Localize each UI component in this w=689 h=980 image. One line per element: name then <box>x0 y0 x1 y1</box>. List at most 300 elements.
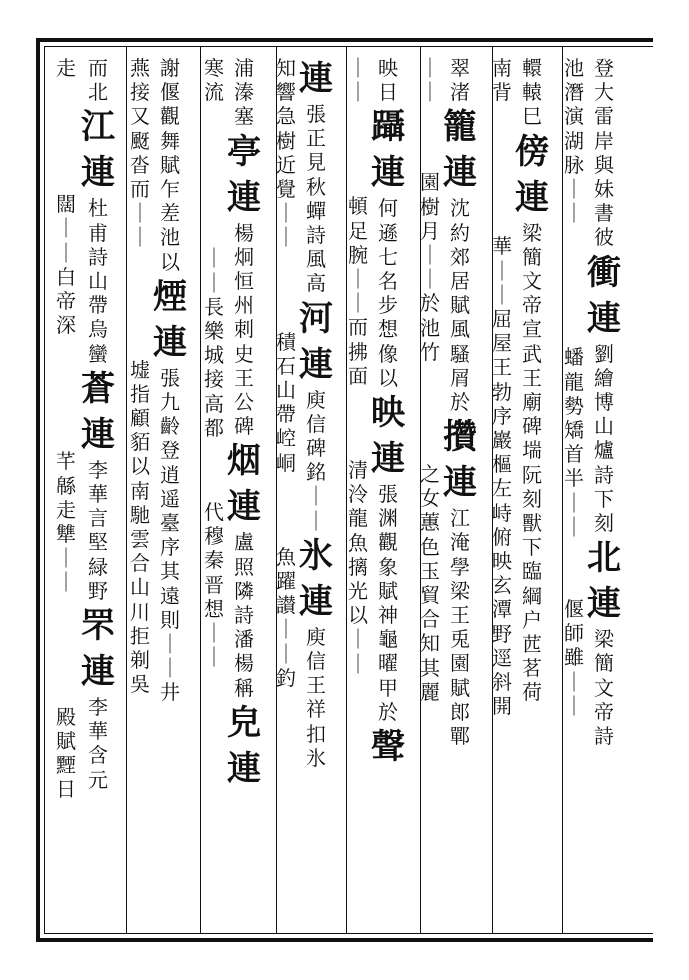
entry-headword-char: 連 <box>153 322 187 363</box>
entry-text-char: 楊 <box>234 220 254 245</box>
entry-text-char: ｜ <box>276 617 296 642</box>
entry-text-char: 堅 <box>88 530 108 555</box>
entry-text-char: 帝 <box>594 699 614 724</box>
entry-text-char: 山 <box>130 575 150 600</box>
entry-text-char: 蟠 <box>564 345 584 370</box>
entry-text-char: 神 <box>378 603 398 628</box>
entry-headword-char: 連 <box>227 177 261 218</box>
entry-text-char: 矯 <box>564 418 584 443</box>
entry-text-char: 偃 <box>564 597 584 622</box>
entry-text-char: 黫 <box>56 753 76 778</box>
entry-text-char: ｜ <box>130 225 150 250</box>
entry-text-char: 遜 <box>378 220 398 245</box>
entry-text-char: 彼 <box>594 225 614 250</box>
entry-text-char: ｜ <box>204 645 224 670</box>
entry-text-char: 潭 <box>492 597 512 622</box>
entry-text-char: 言 <box>88 506 108 531</box>
entry-text-char: ｜ <box>130 201 150 226</box>
entry-text-char: 郎 <box>450 699 470 724</box>
text-column <box>263 56 309 690</box>
entry-text-char: 雲 <box>130 527 150 552</box>
entry-headword-char: 江 <box>81 107 115 148</box>
entry-text-char: 州 <box>234 293 254 318</box>
entry-text-char: 園 <box>420 170 440 195</box>
entry-text-char: 正 <box>306 126 326 151</box>
entry-headword-char: 連 <box>371 439 405 480</box>
entry-text-char: 元 <box>88 767 108 792</box>
text-column <box>43 56 89 801</box>
entry-headword-char: 連 <box>227 748 261 789</box>
entry-headword-char: 映 <box>371 393 405 434</box>
entry-text-char: 剃 <box>130 648 150 673</box>
entry-text-char: 帝 <box>522 293 542 318</box>
entry-text-char: 書 <box>594 201 614 226</box>
entry-text-char: 顧 <box>130 406 150 431</box>
entry-text-char: 荷 <box>522 680 542 705</box>
entry-text-char: 廟 <box>522 390 542 415</box>
entry-text-char: 池 <box>564 56 584 80</box>
entry-text-char: ｜ <box>160 632 180 657</box>
entry-text-char: 步 <box>378 293 398 318</box>
entry-text-char: ｜ <box>348 651 368 676</box>
entry-headword-char: 籠 <box>443 107 477 148</box>
entry-headword-char: 罘 <box>81 606 115 647</box>
entry-text-char: 騷 <box>450 341 470 366</box>
entry-text-char: 湖 <box>564 128 584 153</box>
entry-text-char: 月 <box>420 218 440 243</box>
entry-text-char: 山 <box>594 414 614 439</box>
entry-text-char: 以 <box>160 249 180 274</box>
entry-text-char: 犨 <box>56 522 76 547</box>
entry-text-char: 魚 <box>276 544 296 569</box>
entry-text-char: 茗 <box>522 656 542 681</box>
entry-text-char: 馳 <box>130 502 150 527</box>
entry-text-char: 江 <box>450 506 470 531</box>
entry-text-char: 李 <box>88 457 108 482</box>
entry-text-char: ｜ <box>56 546 76 571</box>
entry-text-char: 以 <box>348 603 368 628</box>
entry-text-char: 炯 <box>234 244 254 269</box>
entry-text-char: 樹 <box>420 194 440 219</box>
entry-text-char: 兎 <box>450 627 470 652</box>
entry-text-char: 楊 <box>234 651 254 676</box>
entry-text-char: 王 <box>492 355 512 380</box>
entry-text-char: 急 <box>276 104 296 129</box>
entry-text-char: ｜ <box>420 80 440 105</box>
entry-text-char: 颬 <box>130 128 150 153</box>
entry-text-char: 浦 <box>234 56 254 80</box>
entry-text-char: 郊 <box>450 244 470 269</box>
page-margin <box>655 40 689 940</box>
entry-text-char: 銘 <box>306 460 326 485</box>
entry-text-char: 之 <box>420 462 440 487</box>
entry-text-char: 龍 <box>348 506 368 531</box>
entry-text-char: 以 <box>130 454 150 479</box>
entry-text-char: 詩 <box>594 724 614 749</box>
entry-text-char: 祥 <box>306 697 326 722</box>
entry-text-char: ｜ <box>348 80 368 105</box>
entry-text-char: 綱 <box>522 583 542 608</box>
entry-text-char: 高 <box>204 391 224 416</box>
entry-text-char: 大 <box>594 80 614 105</box>
entry-text-char: 李 <box>88 695 108 720</box>
entry-text-char: 登 <box>594 56 614 80</box>
entry-text-char: 偃 <box>160 80 180 105</box>
entry-text-char: 都 <box>204 415 224 440</box>
entry-text-char: 而 <box>348 315 368 340</box>
entry-text-char: 盧 <box>234 530 254 555</box>
entry-text-char: 吳 <box>130 672 150 697</box>
entry-text-char: 日 <box>378 80 398 105</box>
entry-text-char: 見 <box>306 150 326 175</box>
entry-text-char: 華 <box>492 234 512 259</box>
entry-text-char: 甫 <box>88 220 108 245</box>
entry-text-char: ｜ <box>276 201 296 226</box>
entry-headword-char: 連 <box>443 463 477 504</box>
entry-text-char: 巖 <box>492 428 512 453</box>
entry-text-char: 簡 <box>522 244 542 269</box>
entry-text-char: 流 <box>204 80 224 105</box>
text-column <box>407 56 453 704</box>
entry-text-char: 巳 <box>522 104 542 129</box>
entry-text-char: 拒 <box>130 623 150 648</box>
entry-text-char: 賦 <box>450 675 470 700</box>
entry-text-char: 九 <box>160 390 180 415</box>
entry-text-char: ｜ <box>160 656 180 681</box>
entry-text-char: 知 <box>420 631 440 656</box>
entry-text-char: 峒 <box>276 450 296 475</box>
entry-text-char: ｜ <box>204 270 224 295</box>
entry-text-char: 簡 <box>594 651 614 676</box>
entry-text-char: 魚 <box>348 530 368 555</box>
entry-headword-char: 連 <box>299 581 333 622</box>
entry-text-char: 碑 <box>522 414 542 439</box>
entry-text-char: ｜ <box>564 693 584 718</box>
entry-text-char: 風 <box>306 247 326 272</box>
entry-text-char: 指 <box>130 381 150 406</box>
entry-text-char: 山 <box>276 378 296 403</box>
entry-text-char: 隣 <box>234 578 254 603</box>
entry-text-char: ｜ <box>348 56 368 80</box>
entry-headword-char: 河 <box>299 298 333 339</box>
entry-text-char: 逕 <box>492 645 512 670</box>
entry-text-char: 開 <box>492 694 512 719</box>
entry-text-char: 信 <box>306 411 326 436</box>
entry-headword-char: 煙 <box>153 276 187 317</box>
text-column <box>551 56 597 718</box>
entry-text-char: 扣 <box>306 721 326 746</box>
entry-text-char: 斜 <box>492 670 512 695</box>
entry-text-char: 響 <box>276 80 296 105</box>
entry-text-char: 闊 <box>56 192 76 217</box>
entry-text-char: 七 <box>378 244 398 269</box>
entry-text-char: 下 <box>522 535 542 560</box>
entry-text-char: 玄 <box>492 573 512 598</box>
entry-text-char: 臨 <box>522 559 542 584</box>
entry-text-char: 淹 <box>450 530 470 555</box>
entry-text-char: 其 <box>420 655 440 680</box>
entry-text-char: 晋 <box>204 572 224 597</box>
entry-text-char: 史 <box>234 341 254 366</box>
entry-text-char: 恒 <box>234 269 254 294</box>
entry-text-char: 塞 <box>234 104 254 129</box>
entry-headword-char: 傍 <box>515 131 549 172</box>
entry-text-char: 渚 <box>450 80 470 105</box>
entry-text-char: 芊 <box>56 449 76 474</box>
entry-text-char: 文 <box>594 675 614 700</box>
entry-text-char: 面 <box>348 363 368 388</box>
entry-text-char: ｜ <box>564 514 584 539</box>
entry-text-char: 深 <box>56 313 76 338</box>
entry-text-char: 何 <box>378 196 398 221</box>
entry-headword-char: 皃 <box>227 702 261 743</box>
entry-headword-char: 蒼 <box>81 368 115 409</box>
entry-text-char: ｜ <box>420 267 440 292</box>
entry-headword-char: 躡 <box>371 107 405 148</box>
entry-text-char: ｜ <box>56 216 76 241</box>
entry-text-char: 賦 <box>56 728 76 753</box>
entry-text-char: 秋 <box>306 174 326 199</box>
entry-text-char: ｜ <box>204 621 224 646</box>
entry-text-char: 齡 <box>160 414 180 439</box>
entry-text-char: 庾 <box>306 387 326 412</box>
entry-text-char: 氷 <box>306 745 326 770</box>
entry-text-char: 蠻 <box>88 341 108 366</box>
entry-text-char: 左 <box>492 476 512 501</box>
entry-text-char: 雷 <box>594 104 614 129</box>
entry-text-char: 而 <box>88 56 108 80</box>
entry-text-char: 杜 <box>88 196 108 221</box>
entry-text-char: 池 <box>160 225 180 250</box>
entry-text-char: 雖 <box>564 645 584 670</box>
entry-text-char: 信 <box>306 649 326 674</box>
entry-text-char: 竹 <box>420 339 440 364</box>
entry-headword-char: 攢 <box>443 417 477 458</box>
entry-text-char: 緑 <box>88 554 108 579</box>
entry-text-char: ｜ <box>564 490 584 515</box>
entry-text-char: 蟬 <box>306 198 326 223</box>
entry-text-char: 下 <box>594 486 614 511</box>
entry-text-char: 樞 <box>492 452 512 477</box>
entry-text-char: 高 <box>306 271 326 296</box>
entry-text-char: 學 <box>450 554 470 579</box>
entry-text-char: 居 <box>450 269 470 294</box>
entry-text-char: 像 <box>378 341 398 366</box>
entry-headword-char: 連 <box>443 153 477 194</box>
entry-text-char: 泠 <box>348 482 368 507</box>
entry-text-char: ｜ <box>276 641 296 666</box>
entry-text-char: 於 <box>378 699 398 724</box>
entry-headword-char: 連 <box>81 414 115 455</box>
entry-text-char: 妹 <box>594 177 614 202</box>
entry-text-char: 勃 <box>492 379 512 404</box>
entry-text-char: 含 <box>88 743 108 768</box>
entry-text-char: 釣 <box>276 665 296 690</box>
entry-text-char: 合 <box>130 551 150 576</box>
entry-text-char: 遥 <box>160 486 180 511</box>
entry-text-char: 麗 <box>420 679 440 704</box>
entry-text-char: 舞 <box>160 128 180 153</box>
entry-text-char: ｜ <box>348 291 368 316</box>
entry-headword-char: 北 <box>587 538 621 579</box>
entry-text-char: 沈 <box>450 196 470 221</box>
entry-text-char: 名 <box>378 269 398 294</box>
entry-text-char: 阮 <box>522 462 542 487</box>
entry-text-char: 頓 <box>348 194 368 219</box>
entry-headword-char: 衝 <box>587 252 621 293</box>
entry-text-char: 博 <box>594 390 614 415</box>
entry-text-char: 映 <box>378 56 398 80</box>
entry-text-char: 華 <box>88 482 108 507</box>
entry-text-char: 詩 <box>234 603 254 628</box>
entry-headword-char: 亭 <box>227 131 261 172</box>
entry-text-char: 蕙 <box>420 510 440 535</box>
entry-text-char: 華 <box>88 719 108 744</box>
entry-text-char: 合 <box>420 607 440 632</box>
entry-headword-char: 連 <box>587 584 621 625</box>
entry-text-char: 賦 <box>450 293 470 318</box>
entry-text-char: 潘 <box>234 627 254 652</box>
entry-text-char: 光 <box>348 579 368 604</box>
entry-text-char: 溱 <box>234 80 254 105</box>
text-column <box>479 56 525 718</box>
entry-text-char: 張 <box>306 102 326 126</box>
entry-text-char: 差 <box>160 201 180 226</box>
entry-text-char: 登 <box>160 438 180 463</box>
entry-text-char: 觀 <box>160 104 180 129</box>
entry-text-char: 野 <box>88 578 108 603</box>
entry-text-char: 象 <box>378 554 398 579</box>
entry-text-char: 色 <box>420 534 440 559</box>
entry-text-char: 梁 <box>450 578 470 603</box>
entry-text-char: 序 <box>160 535 180 560</box>
entry-text-char: ｜ <box>564 177 584 202</box>
entry-text-char: 乍 <box>160 177 180 202</box>
entry-text-char: 苉 <box>522 632 542 657</box>
entry-headword-char: 連 <box>299 59 333 99</box>
entry-text-char: ｜ <box>492 282 512 307</box>
entry-text-char: 於 <box>450 390 470 415</box>
entry-text-char: 長 <box>204 294 224 319</box>
entry-text-char: 接 <box>130 80 150 105</box>
entry-text-char: 風 <box>450 317 470 342</box>
text-column <box>117 56 163 696</box>
entry-text-char: 映 <box>492 549 512 574</box>
entry-text-char: 㙐 <box>522 438 542 463</box>
entry-text-char: ｜ <box>492 258 512 283</box>
entry-text-char: 園 <box>450 651 470 676</box>
entry-text-char: 想 <box>204 596 224 621</box>
entry-text-char: 池 <box>420 315 440 340</box>
entry-text-char: 文 <box>522 269 542 294</box>
entry-text-char: ｜ <box>56 240 76 265</box>
entry-text-char: 南 <box>492 56 512 80</box>
entry-text-char: 户 <box>522 607 542 632</box>
entry-text-char: 龍 <box>564 369 584 394</box>
entry-headword-char: 連 <box>587 298 621 339</box>
entry-text-char: 穆 <box>204 524 224 549</box>
entry-text-char: 沓 <box>130 152 150 177</box>
entry-text-char: 勢 <box>564 393 584 418</box>
entry-text-char: 半 <box>564 466 584 491</box>
entry-text-char: ｜ <box>564 201 584 226</box>
entry-text-char: 殿 <box>56 704 76 729</box>
entry-headword-char: 連 <box>81 153 115 194</box>
entry-text-char: 轅 <box>522 80 542 105</box>
entry-text-char: 川 <box>130 599 150 624</box>
entry-text-char: ｜ <box>56 570 76 595</box>
entry-text-char: 白 <box>56 264 76 289</box>
entry-text-char: ｜ <box>420 56 440 80</box>
entry-headword-char: 聲 <box>371 727 405 768</box>
entry-text-char: 臺 <box>160 511 180 536</box>
entry-text-char: 渊 <box>378 506 398 531</box>
entry-text-char: 遠 <box>160 583 180 608</box>
entry-text-char: 轘 <box>522 56 542 80</box>
entry-text-char: 謝 <box>160 56 180 80</box>
entry-text-char: 墟 <box>130 357 150 382</box>
entry-text-char: 貊 <box>130 430 150 455</box>
entry-text-char: 緜 <box>56 473 76 498</box>
entry-text-char: 帝 <box>56 289 76 314</box>
entry-text-char: 岸 <box>594 128 614 153</box>
entry-headword-char: 氷 <box>299 535 333 576</box>
entry-text-char: 詩 <box>88 244 108 269</box>
entry-text-char: 王 <box>306 673 326 698</box>
entry-text-char: 石 <box>276 353 296 378</box>
entry-text-char: 腕 <box>348 242 368 267</box>
entry-text-char: 逍 <box>160 462 180 487</box>
entry-text-char: 野 <box>492 621 512 646</box>
entry-text-char: 序 <box>492 403 512 428</box>
entry-text-char: 背 <box>492 80 512 105</box>
entry-text-char: 於 <box>420 291 440 316</box>
entry-text-char: 首 <box>564 442 584 467</box>
entry-text-char: 日 <box>56 777 76 802</box>
text-column <box>191 56 237 669</box>
entry-text-char: 詩 <box>594 462 614 487</box>
entry-headword-char: 烟 <box>227 441 261 482</box>
entry-text-char: 與 <box>594 152 614 177</box>
entry-text-char: 而 <box>130 177 150 202</box>
entry-text-char: 潛 <box>564 80 584 105</box>
entry-text-char: 北 <box>88 80 108 105</box>
entry-text-char: 王 <box>450 603 470 628</box>
entry-text-char: 貿 <box>420 583 440 608</box>
entry-text-char: 又 <box>130 104 150 129</box>
entry-text-char: 足 <box>348 218 368 243</box>
entry-text-char: 梁 <box>522 220 542 245</box>
entry-text-char: 樂 <box>204 319 224 344</box>
entry-text-char: 峙 <box>492 500 512 525</box>
entry-text-char: 近 <box>276 152 296 177</box>
entry-text-char: 獸 <box>522 511 542 536</box>
entry-text-char: 師 <box>564 621 584 646</box>
entry-text-char: 約 <box>450 220 470 245</box>
entry-text-char: ｜ <box>306 508 326 533</box>
entry-text-char: 張 <box>378 482 398 507</box>
entry-text-char: 摛 <box>348 554 368 579</box>
entry-text-char: 帶 <box>88 293 108 318</box>
entry-text-char: 玉 <box>420 558 440 583</box>
entry-text-char: ｜ <box>276 225 296 250</box>
entry-text-char: 碑 <box>234 414 254 439</box>
entry-text-char: 刻 <box>594 511 614 536</box>
entry-text-char: 樹 <box>276 128 296 153</box>
entry-text-char: 爐 <box>594 438 614 463</box>
entry-text-char: 其 <box>160 559 180 584</box>
entry-text-char: 公 <box>234 390 254 415</box>
